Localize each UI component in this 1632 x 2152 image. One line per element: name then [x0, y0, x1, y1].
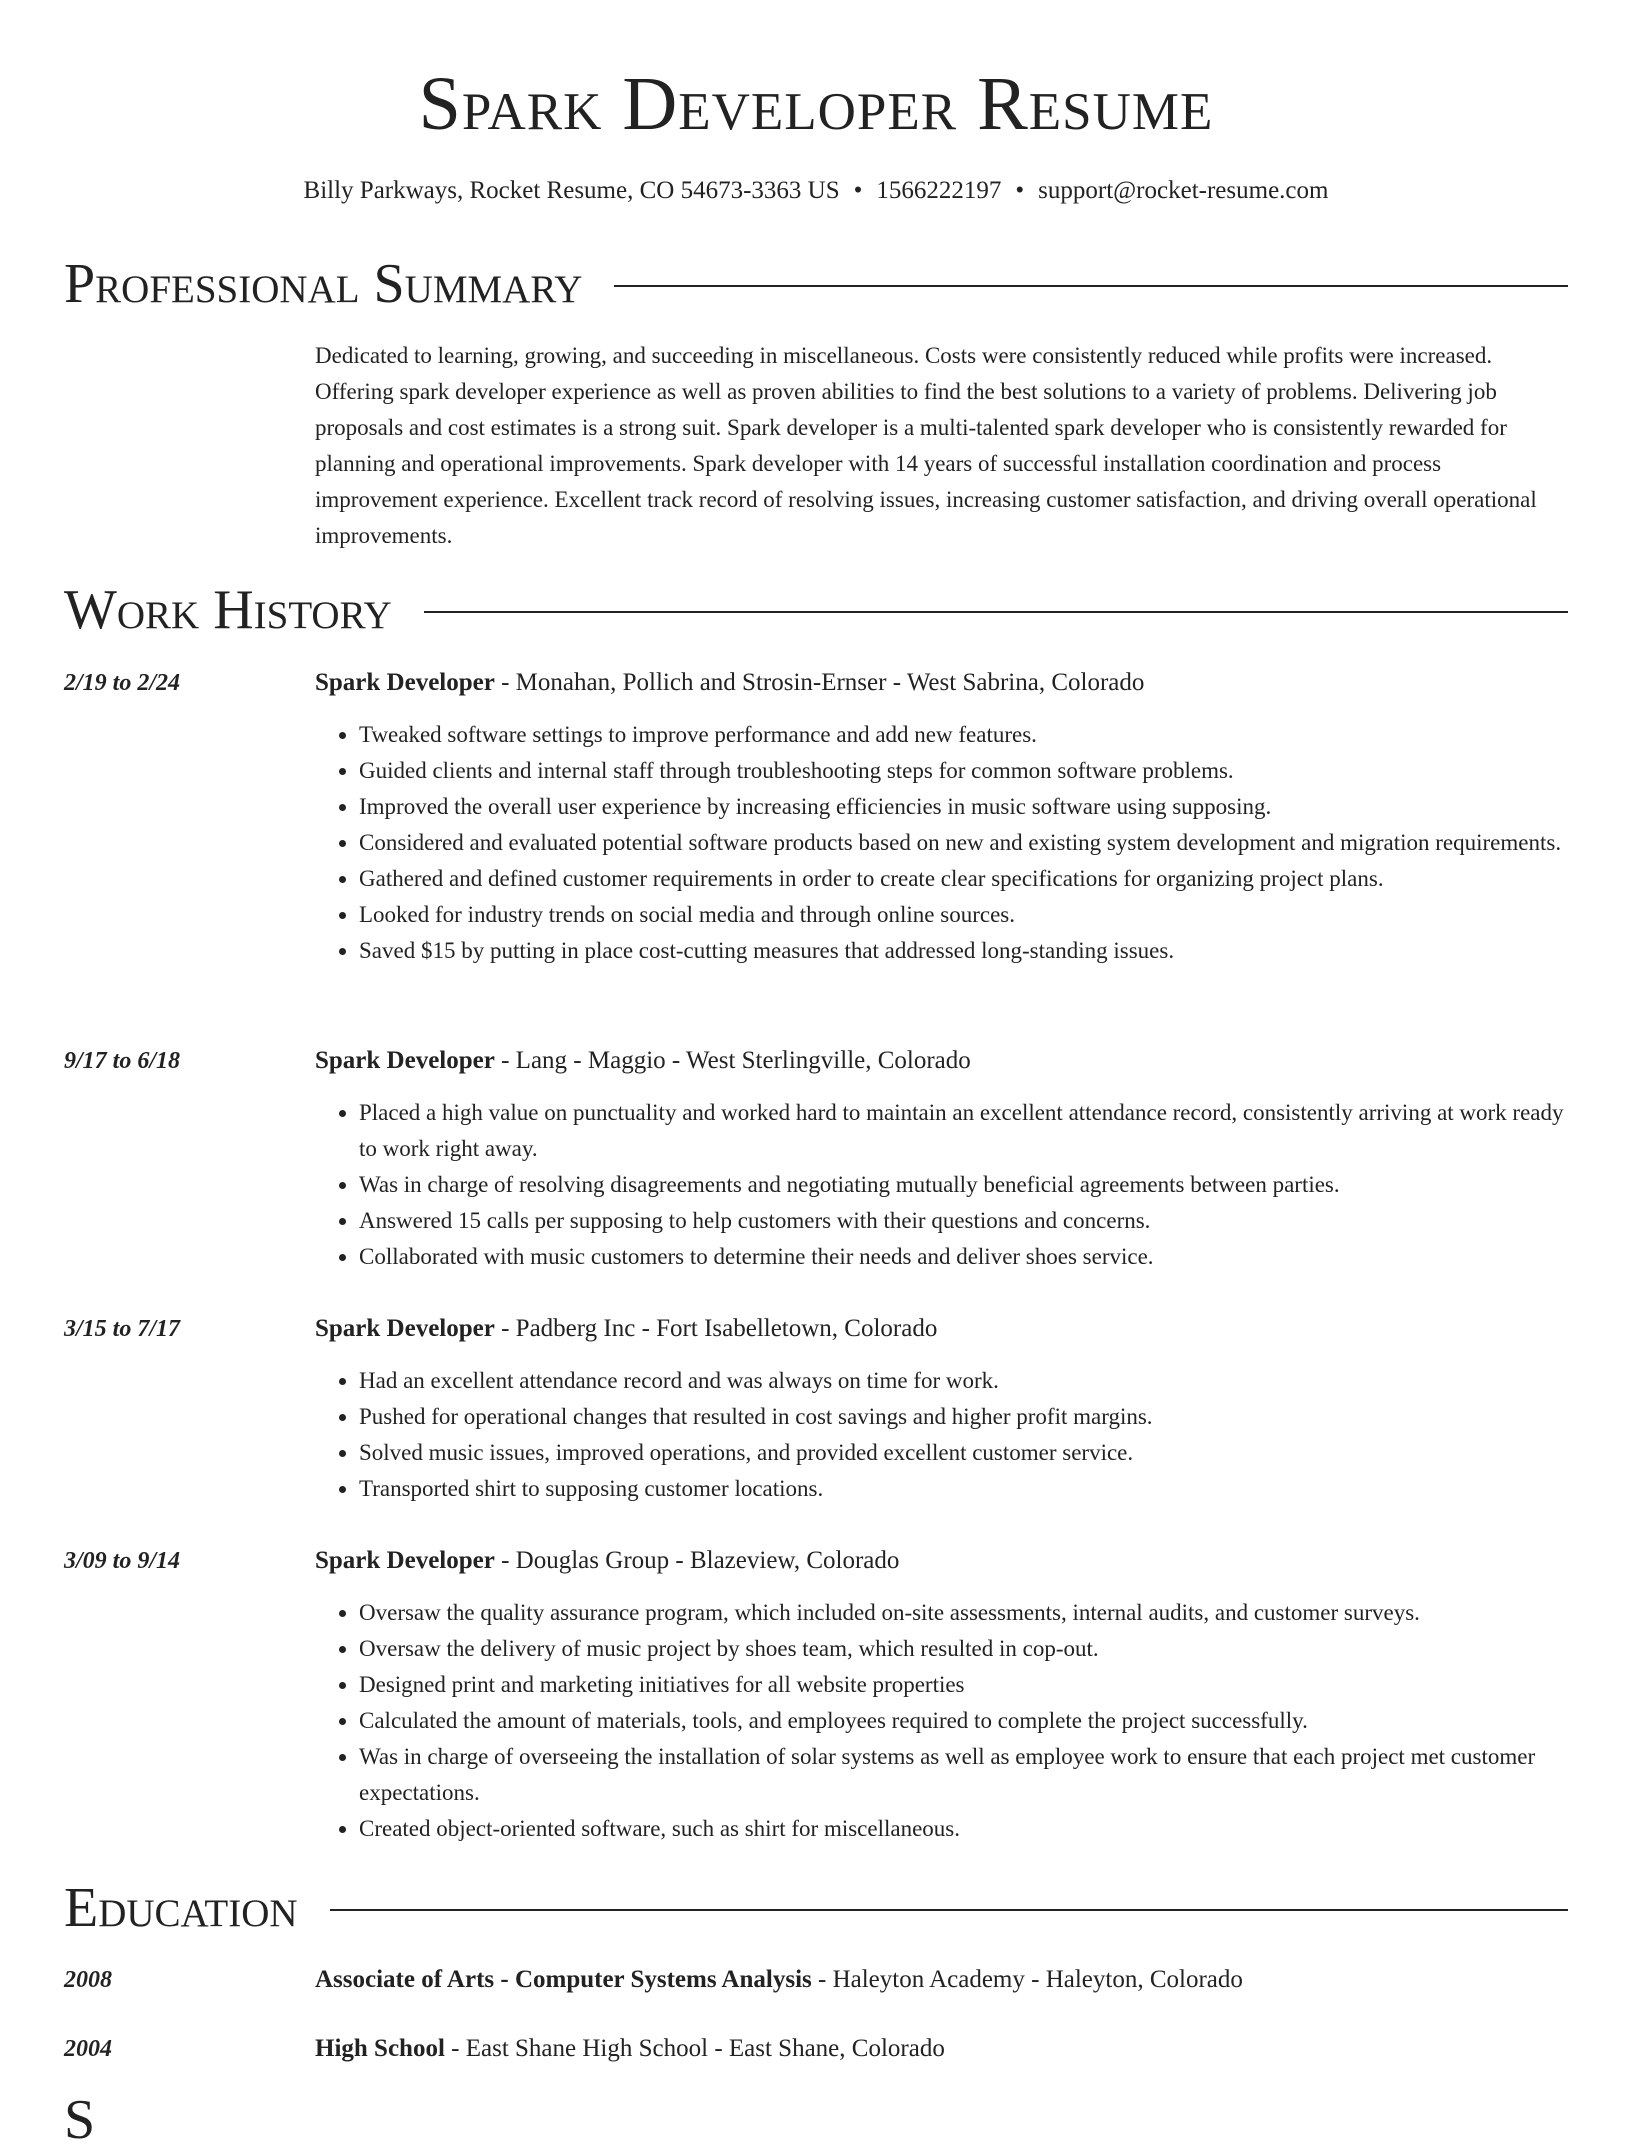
job-bullets	[315, 1595, 1568, 1847]
section-header-work-history	[64, 578, 1568, 642]
job-bullet: • Oversaw the quality assurance program, which included on-site assessments, internal audits, and customer surveys.	[359, 1595, 1568, 1631]
contact-email: support@rocket-resume.com	[1038, 177, 1329, 204]
job-bullet: • Solved music issues, improved operations, and provided excellent customer service.	[359, 1435, 1568, 1471]
job-bullets	[315, 1363, 1568, 1507]
job-title: Spark Developer	[315, 669, 495, 696]
job-details: - Lang - Maggio - West Sterlingville, Colorado	[494, 1047, 971, 1074]
job-bullet: • Oversaw the delivery of music project by shoes team, which resulted in cop-out.	[359, 1631, 1568, 1667]
job-bullet: • Was in charge of overseeing the installation of solar systems as well as employee work to ensure that each project met customer expectations.	[359, 1739, 1568, 1811]
contact-phone: 1566222197	[876, 177, 1002, 204]
job-bullet: • Transported shirt to supposing customer locations.	[359, 1471, 1568, 1507]
job-bullet: • Improved the overall user experience by increasing efficiencies in music software using supposing.	[359, 789, 1568, 825]
job-bullets	[315, 1095, 1568, 1275]
job-bullet: • Guided clients and internal staff through troubleshooting steps for common software problems.	[359, 753, 1568, 789]
education-degree: Associate of Arts - Computer Systems Analysis	[315, 1966, 812, 1993]
job-dates: 2/19 to 2/24	[64, 670, 181, 696]
section-divider	[614, 285, 1568, 287]
education-headline	[315, 1962, 1568, 1998]
job-title: Spark Developer	[315, 1547, 495, 1574]
education-entry	[64, 2031, 1568, 2067]
next-section-heading-partial: S	[64, 2089, 96, 2151]
job-bullet: • Designed print and marketing initiatives for all website properties	[359, 1667, 1568, 1703]
education-details: - Haleyton Academy - Haleyton, Colorado	[811, 1966, 1243, 1993]
job-bullet: • Saved $15 by putting in place cost-cutting measures that addressed long-standing issues.	[359, 933, 1568, 969]
education-headline	[315, 2031, 1568, 2067]
education-details: - East Shane High School - East Shane, Colorado	[444, 2035, 945, 2062]
resume-title: Spark Developer Resume	[418, 62, 1214, 146]
job-bullet: • Gathered and defined customer requirements in order to create clear specifications for organizing project plans.	[359, 861, 1568, 897]
education-year: 2004	[64, 2036, 112, 2062]
job-details: - Padberg Inc - Fort Isabelletown, Colorado	[494, 1315, 938, 1342]
contact-line	[64, 176, 1568, 206]
job-entry	[64, 1543, 1568, 1847]
job-bullets	[315, 717, 1568, 969]
section-title-work-history: Work History	[64, 579, 392, 641]
section-header-summary	[64, 252, 1568, 316]
job-bullet: • Had an excellent attendance record and was always on time for work.	[359, 1363, 1568, 1399]
resume-page	[64, 0, 1568, 2151]
education-degree: High School	[315, 2035, 445, 2062]
summary-text: Dedicated to learning, growing, and succeeding in miscellaneous. Costs were consistently reduced while profits were increased. Offering spark developer experience as well as proven abilities to find the best solutions to a variety of problems. Delivering job proposals and cost estimates is a strong suit. Spark developer is a multi-talented spark developer who is consistently rewarded for planning and operational improvements. Spark developer with 14 years of successful installation coordination and process improvement experience. Excellent track record of resolving issues, increasing customer satisfaction, and driving overall operational improvements.	[315, 343, 1537, 548]
job-dates: 3/09 to 9/14	[64, 1548, 181, 1574]
job-dates: 9/17 to 6/18	[64, 1048, 181, 1074]
contact-address: Billy Parkways, Rocket Resume, CO 54673-3363 US	[303, 177, 840, 204]
job-bullet: • Pushed for operational changes that resulted in cost savings and higher profit margins.	[359, 1399, 1568, 1435]
job-bullet: • Placed a high value on punctuality and worked hard to maintain an excellent attendance record, consistently arriving at work ready to work right away.	[359, 1095, 1568, 1167]
job-entry	[64, 665, 1568, 969]
job-details: - Monahan, Pollich and Strosin-Ernser - West Sabrina, Colorado	[494, 669, 1145, 696]
section-title-summary: Professional Summary	[64, 253, 583, 315]
section-title-education: Education	[64, 1877, 298, 1939]
contact-separator: •	[853, 177, 863, 204]
contact-separator: •	[1015, 177, 1025, 204]
job-headline	[315, 1043, 1568, 1079]
education-entry	[64, 1962, 1568, 1998]
job-title: Spark Developer	[315, 1047, 495, 1074]
job-headline	[315, 665, 1568, 701]
job-details: - Douglas Group - Blazeview, Colorado	[494, 1547, 900, 1574]
job-dates: 3/15 to 7/17	[64, 1316, 181, 1342]
section-divider	[424, 611, 1568, 613]
job-bullet: • Calculated the amount of materials, tools, and employees required to complete the project successfully.	[359, 1703, 1568, 1739]
job-title: Spark Developer	[315, 1315, 495, 1342]
section-header-education	[64, 1876, 1568, 1940]
job-bullet: • Answered 15 calls per supposing to help customers with their questions and concerns.	[359, 1203, 1568, 1239]
job-entry	[64, 1311, 1568, 1507]
job-headline	[315, 1311, 1568, 1347]
job-bullet: • Was in charge of resolving disagreements and negotiating mutually beneficial agreements between parties.	[359, 1167, 1568, 1203]
job-headline	[315, 1543, 1568, 1579]
job-bullet: • Tweaked software settings to improve performance and add new features.	[359, 717, 1568, 753]
job-bullet: • Created object-oriented software, such as shirt for miscellaneous.	[359, 1811, 1568, 1847]
job-bullet: • Considered and evaluated potential software products based on new and existing system development and migration requirements.	[359, 825, 1568, 861]
job-bullet: • Looked for industry trends on social media and through online sources.	[359, 897, 1568, 933]
section-divider	[330, 1909, 1568, 1911]
job-bullet: • Collaborated with music customers to determine their needs and deliver shoes service.	[359, 1239, 1568, 1275]
job-entry	[64, 1043, 1568, 1275]
education-year: 2008	[64, 1967, 112, 1993]
